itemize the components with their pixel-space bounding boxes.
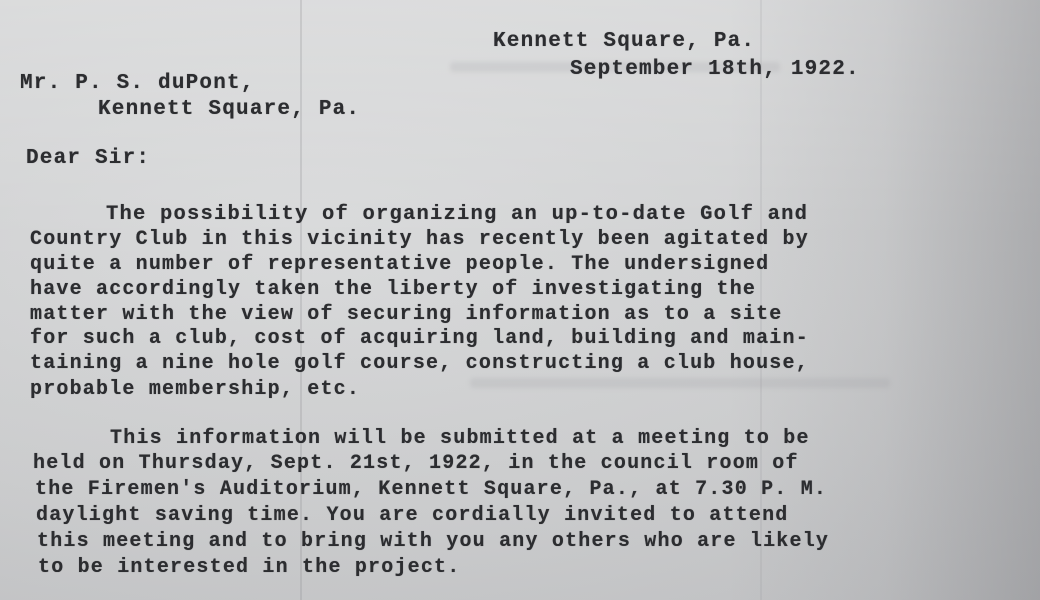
paragraph-line: held on Thursday, Sept. 21st, 1922, in the council room of [33,452,799,475]
paragraph-line: matter with the view of securing information as to a site [30,303,783,326]
bleed-through-mark [470,378,890,388]
paragraph-line: quite a number of representative people. The undersigned [30,253,770,276]
paragraph-line: for such a club, cost of acquiring land, building and main- [30,327,809,350]
header-date: September 18th, 1922. [570,58,860,81]
paragraph-line: this meeting and to bring with you any others who are likely [37,530,830,553]
paragraph-line: The possibility of organizing an up-to-date Golf and [106,203,809,226]
paragraph-line: to be interested in the project. [38,556,461,579]
paragraph-line: daylight saving time. You are cordially invited to attend [36,504,789,527]
paragraph-line: the Firemen's Auditorium, Kennett Square, Pa., at 7.30 P. M. [35,478,828,501]
recipient-name: Mr. P. S. duPont, [20,72,255,95]
salutation: Dear Sir: [26,147,151,170]
paragraph-line: probable membership, etc. [30,378,361,401]
header-place: Kennett Square, Pa. [493,30,756,53]
paragraph-line: have accordingly taken the liberty of investigating the [30,278,757,301]
paragraph-line: Country Club in this vicinity has recently been agitated by [30,228,809,251]
recipient-address: Kennett Square, Pa. [98,98,361,121]
paragraph-line: This information will be submitted at a meeting to be [110,427,810,450]
paragraph-line: taining a nine hole golf course, constructing a club house, [30,352,809,375]
